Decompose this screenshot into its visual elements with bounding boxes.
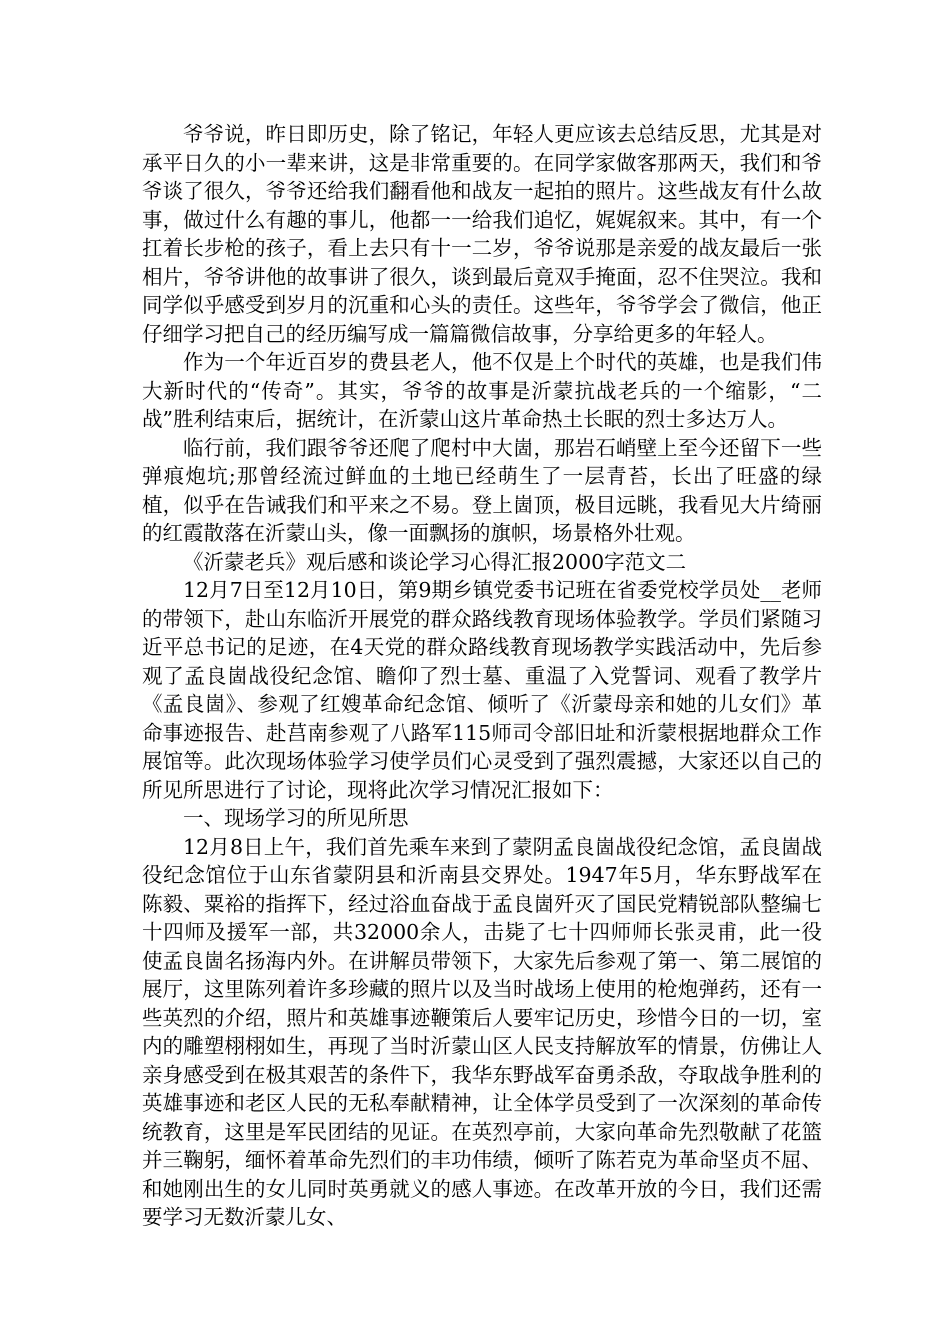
paragraph-training-trip: 12月7日至12月10日，第9期乡镇党委书记班在省委党校学员处__老师的带领下，赴山东临沂开展党的群众路线教育现场体验教学。学员们紧随习近平总书记的足迹，在4天党的群众路线教育现场教学实践活动中，先后参观了孟良崮战役纪念馆、瞻仰了烈士墓、重温了入党誓词、观看了教学片《孟良崮》、参观了红嫂革命纪念馆、倾听了《沂蒙母亲和她的儿女们》革命事迹报告、赴莒南参观了八路军115师司令部旧址和沂蒙根据地群众工作展馆等。此次现场体验学习使学员们心灵受到了强烈震撼，大家还以自己的所见所思进行了讨论，现将此次学习情况汇报如下： [142, 578, 822, 802]
section-title-essay-two: 《沂蒙老兵》观后感和谈论学习心得汇报2000字范文二 [183, 549, 687, 574]
paragraph-legend-elder: 作为一个年近百岁的费县老人，他不仅是上个时代的英雄，也是我们伟大新时代的“传奇”。其实，爷爷的故事是沂蒙抗战老兵的一个缩影，“二战”胜利结束后，据统计，在沂蒙山这片革命热土长眠的烈士多达万人。 [142, 350, 822, 431]
paragraph-menglianggu-memorial: 12月8日上午，我们首先乘车来到了蒙阴孟良崮战役纪念馆，孟良崮战役纪念馆位于山东省蒙阴县和沂南县交界处。1947年5月，华东野战军在陈毅、粟裕的指挥下，经过浴血奋战于孟良崮歼灭了国民党精锐部队整编七十四师及援军一部，共32000余人，击毙了七十四师师长张灵甫，此一役使孟良崮名扬海内外。在讲解员带领下，大家先后参观了第一、第二展馆的展厅，这里陈列着许多珍藏的照片以及当时战场上使用的枪炮弹药，还有一些英烈的介绍，照片和英雄事迹鞭策后人要牢记历史，珍惜今日的一切，室内的雕塑栩栩如生，再现了当时沂蒙山区人民支持解放军的情景，仿佛让人亲身感受到在极其艰苦的条件下，我华东野战军奋勇杀敌，夺取战争胜利的英雄事迹和老区人民的无私奉献精神，让全体学员受到了一次深刻的革命传统教育，这里是军民团结的见证。在英烈亭前，大家向革命先烈敬献了花篮并三鞠躬，缅怀着革命先烈们的丰功伟绩，倾听了陈若克为革命坚贞不屈、和她刚出生的女儿同时英勇就义的感人事迹。在改革开放的今日，我们还需要学习无数沂蒙儿女、 [142, 834, 822, 1229]
paragraph-grandpa-reflection: 爷爷说，昨日即历史，除了铭记，年轻人更应该去总结反思，尤其是对承平日久的小一辈来讲，这是非常重要的。在同学家做客那两天，我们和爷爷谈了很久，爷爷还给我们翻看他和战友一起拍的照片。这些战友有什么故事，做过什么有趣的事儿，他都一一给我们追忆，娓娓叙来。其中，有一个扛着长步枪的孩子，看上去只有十一二岁，爷爷说那是亲爱的战友最后一张相片，爷爷讲他的故事讲了很久，谈到最后竟双手掩面，忍不住哭泣。我和同学似乎感受到岁月的沉重和心头的责任。这些年，爷爷学会了微信，他正仔细学习把自己的经历编写成一篇篇微信故事，分享给更多的年轻人。 [142, 122, 822, 346]
section-heading-field-study: 一、现场学习的所见所思 [183, 806, 409, 830]
document-body [142, 120, 822, 1232]
paragraph-climbing-gu: 临行前，我们跟爷爷还爬了爬村中大崮，那岩石峭壁上至今还留下一些弹痕炮坑;那曾经流过鲜血的土地已经萌生了一层青苔，长出了旺盛的绿植，似乎在告诫我们和平来之不易。登上崮顶，极目远眺，我看见大片绮丽的红霞散落在沂蒙山头，像一面飘扬的旗帜，场景格外壮观。 [142, 435, 822, 545]
